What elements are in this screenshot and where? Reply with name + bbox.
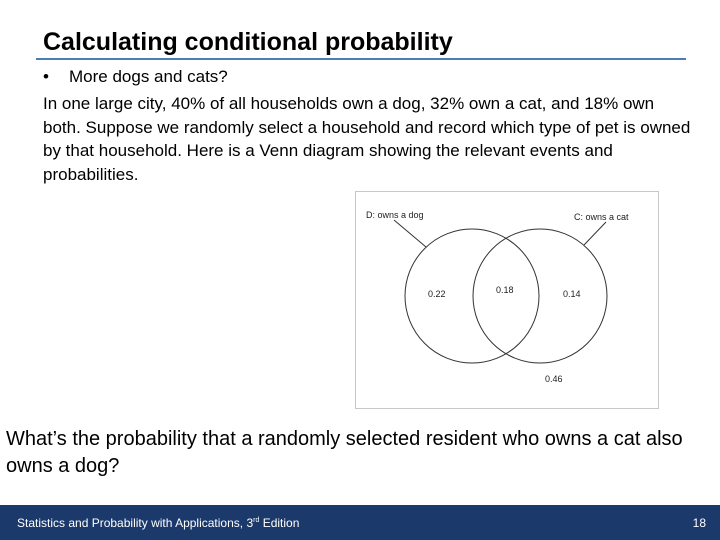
footer-book-suffix: Edition [259, 516, 300, 530]
cat-circle [473, 229, 607, 363]
venn-diagram [355, 191, 659, 409]
title-underline [36, 58, 686, 60]
question-text: What’s the probability that a randomly selected resident who owns a cat also owns a dog? [6, 428, 683, 477]
cat-label: C: owns a cat [574, 212, 629, 222]
cat-only-value: 0.14 [563, 289, 581, 299]
footer-book-title [17, 516, 299, 530]
problem-statement: In one large city, 40% of all households own a dog, 32% own a cat, and 18% own both. Suppose we randomly select a household and record which type of pet is owned by that household. Here is a Venn diagram showing the relevant events and probabilities. [43, 94, 691, 184]
page-number: 18 [692, 516, 706, 530]
dog-label-pointer [394, 220, 426, 247]
dog-only-value: 0.22 [428, 289, 446, 299]
dog-circle [405, 229, 539, 363]
bullet-dot: • [43, 67, 49, 86]
dog-label: D: owns a dog [366, 210, 424, 220]
venn-svg [356, 192, 658, 408]
both-value: 0.18 [496, 285, 514, 295]
bullet-heading [43, 67, 228, 87]
footer-bar [0, 505, 720, 540]
neither-value: 0.46 [545, 374, 563, 384]
footer-book-prefix: Statistics and Probability with Applications, 3 [17, 516, 254, 530]
slide-title: Calculating conditional probability [43, 28, 453, 56]
cat-label-pointer [584, 222, 606, 245]
bullet-text: More dogs and cats? [69, 67, 228, 86]
footer-book-sup: rd [253, 517, 260, 524]
